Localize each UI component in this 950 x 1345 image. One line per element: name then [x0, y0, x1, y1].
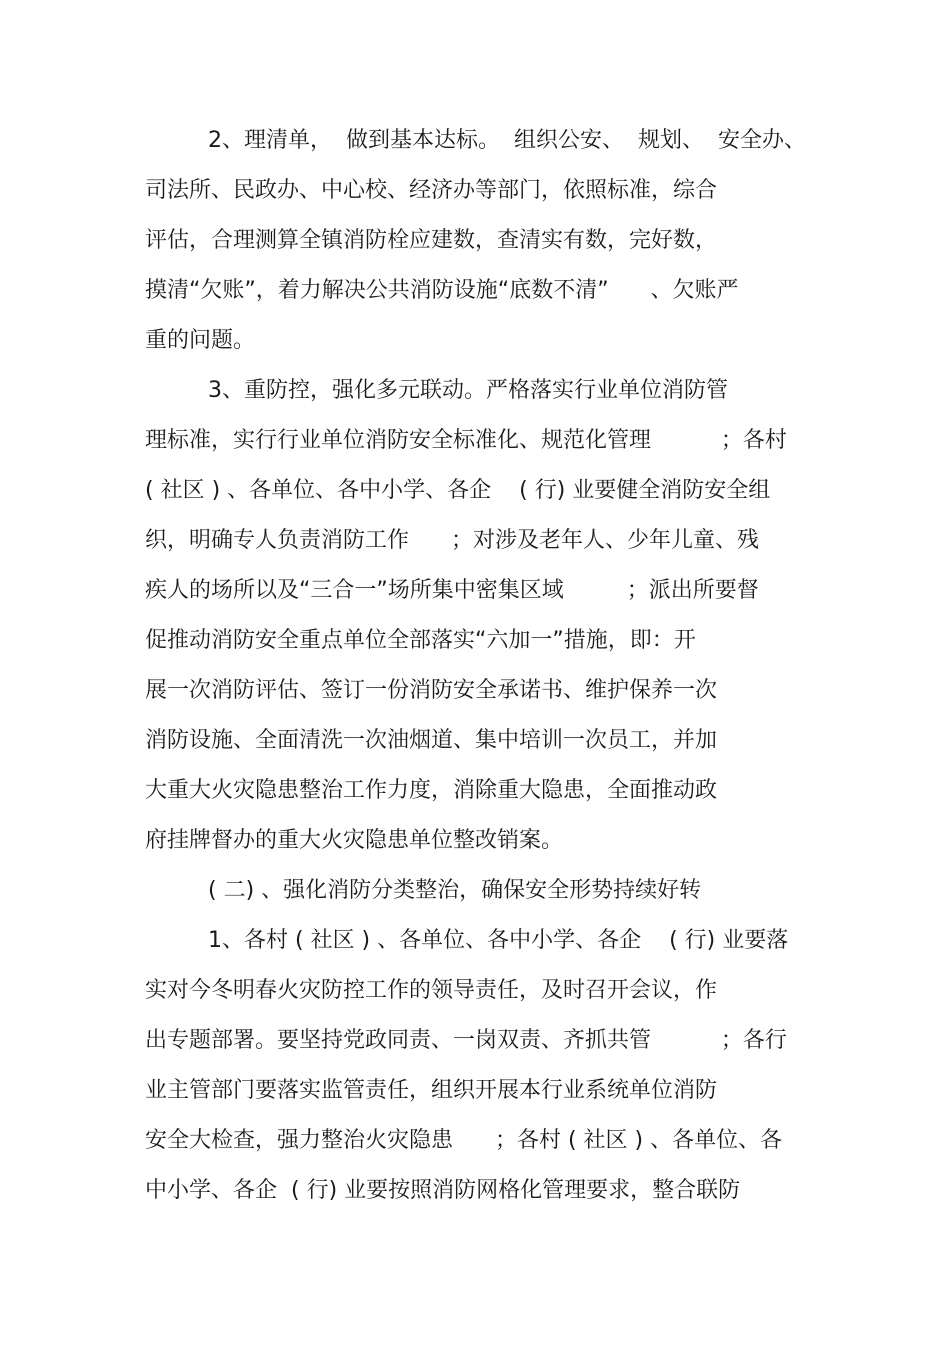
- text-line: 业主管部门要落实监管责任，组织开展本行业系统单位消防: [145, 1078, 718, 1103]
- text-line: 出专题部署。要坚持党政同责、一岗双责、齐抓共管 ；各行: [145, 1028, 787, 1053]
- section-heading: ( 二) 、强化消防分类整治，确保安全形势持续好转: [208, 878, 702, 903]
- text-line: 中小学、各企 ( 行) 业要按照消防网格化管理要求，整合联防: [145, 1178, 741, 1203]
- text-line: 安全大检查，强力整治火灾隐患 ；各村 ( 社区 ) 、各单位、各: [145, 1128, 783, 1153]
- text-line: 消防设施、全面清洗一次油烟道、集中培训一次员工，并加: [145, 728, 718, 753]
- text-line: 织，明确专人负责消防工作 ；对涉及老年人、少年儿童、残: [145, 528, 759, 553]
- text-line: 府挂牌督办的重大火灾隐患单位整改销案。: [145, 828, 564, 853]
- text-line: ( 社区 ) 、各单位、各中小学、各企 ( 行) 业要健全消防安全组: [145, 478, 771, 503]
- text-line: 促推动消防安全重点单位全部落实“六加一”措施，即：开: [145, 628, 696, 653]
- text-line: 疾人的场所以及“三合一”场所集中密集区域 ；派出所要督: [145, 578, 759, 603]
- text-line: 摸清“欠账”，着力解决公共消防设施“底数不清” 、欠账严: [145, 278, 739, 303]
- text-line: 2、理清单， 做到基本达标。 组织公安、 规划、 安全办、: [208, 128, 806, 153]
- text-line: 展一次消防评估、签订一份消防安全承诺书、维护保养一次: [145, 678, 718, 703]
- text-line: 重的问题。: [145, 328, 256, 353]
- text-line: 评估，合理测算全镇消防栓应建数，查清实有数，完好数，: [145, 228, 718, 253]
- text-line: 司法所、民政办、中心校、经济办等部门，依照标准，综合: [145, 178, 718, 203]
- text-line: 3、重防控，强化多元联动。严格落实行业单位消防管: [208, 378, 728, 403]
- text-line: 实对今冬明春火灾防控工作的领导责任，及时召开会议，作: [145, 978, 718, 1003]
- text-line: 大重大火灾隐患整治工作力度，消除重大隐患，全面推动政: [145, 778, 718, 803]
- text-line: 理标准，实行行业单位消防安全标准化、规范化管理 ；各村: [145, 428, 787, 453]
- text-line: 1、各村 ( 社区 ) 、各单位、各中小学、各企 ( 行) 业要落: [208, 928, 789, 953]
